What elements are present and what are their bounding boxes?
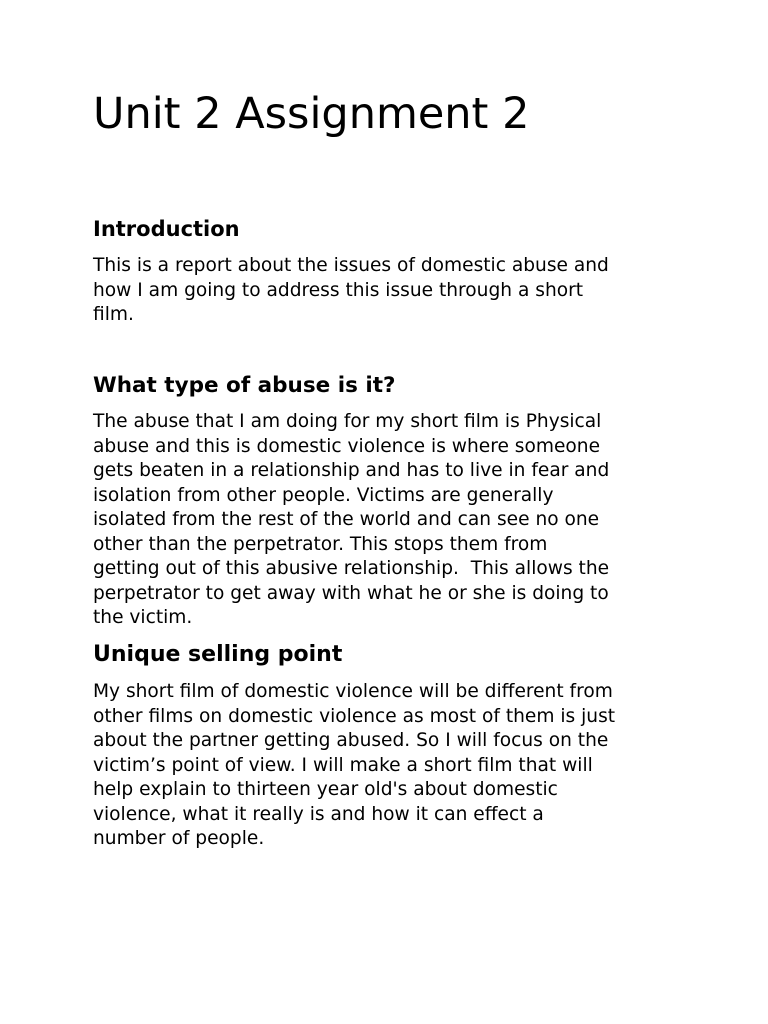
introduction-heading: Introduction (93, 217, 240, 241)
text-line: other films on domestic violence as most of them is just (93, 705, 616, 727)
text-line: My short film of domestic violence will be different from (93, 681, 613, 702)
text-line: gets beaten in a relationship and has to live in fear and (93, 460, 610, 481)
text-line: abuse and this is domestic violence is where someone (93, 435, 601, 457)
text-line: number of people. (93, 828, 265, 849)
unique-selling-point-paragraph (93, 680, 703, 852)
text-line: film. (93, 304, 134, 325)
abuse-type-heading: What type of abuse is it? (93, 373, 396, 398)
text-line: isolated from the rest of the world and can see no one (93, 509, 600, 530)
text-line: perpetrator to get away with what he or she is doing to (93, 582, 609, 604)
abuse-type-paragraph (93, 410, 703, 631)
text-line: isolation from other people. Victims are generally (93, 484, 554, 506)
text-line: violence, what it really is and how it can effect a (93, 803, 544, 825)
text-line: help explain to thirteen year old's about domestic (93, 779, 558, 800)
text-line: how I am going to address this issue through a short (93, 279, 584, 301)
text-line: The abuse that I am doing for my short film is Physical (93, 411, 602, 432)
text-line: about the partner getting abused. So I will focus on the (93, 730, 609, 751)
text-line: victim’s point of view. I will make a short film that will (93, 754, 593, 776)
document-title: Unit 2 Assignment 2 (93, 89, 530, 139)
text-line: getting out of this abusive relationship. This allows the (93, 558, 610, 579)
introduction-paragraph (93, 254, 703, 328)
text-line: the victim. (93, 607, 193, 628)
text-line: other than the perpetrator. This stops them from (93, 533, 548, 555)
unique-selling-point-heading: Unique selling point (93, 642, 343, 667)
text-line: This is a report about the issues of domestic abuse and (93, 255, 609, 276)
